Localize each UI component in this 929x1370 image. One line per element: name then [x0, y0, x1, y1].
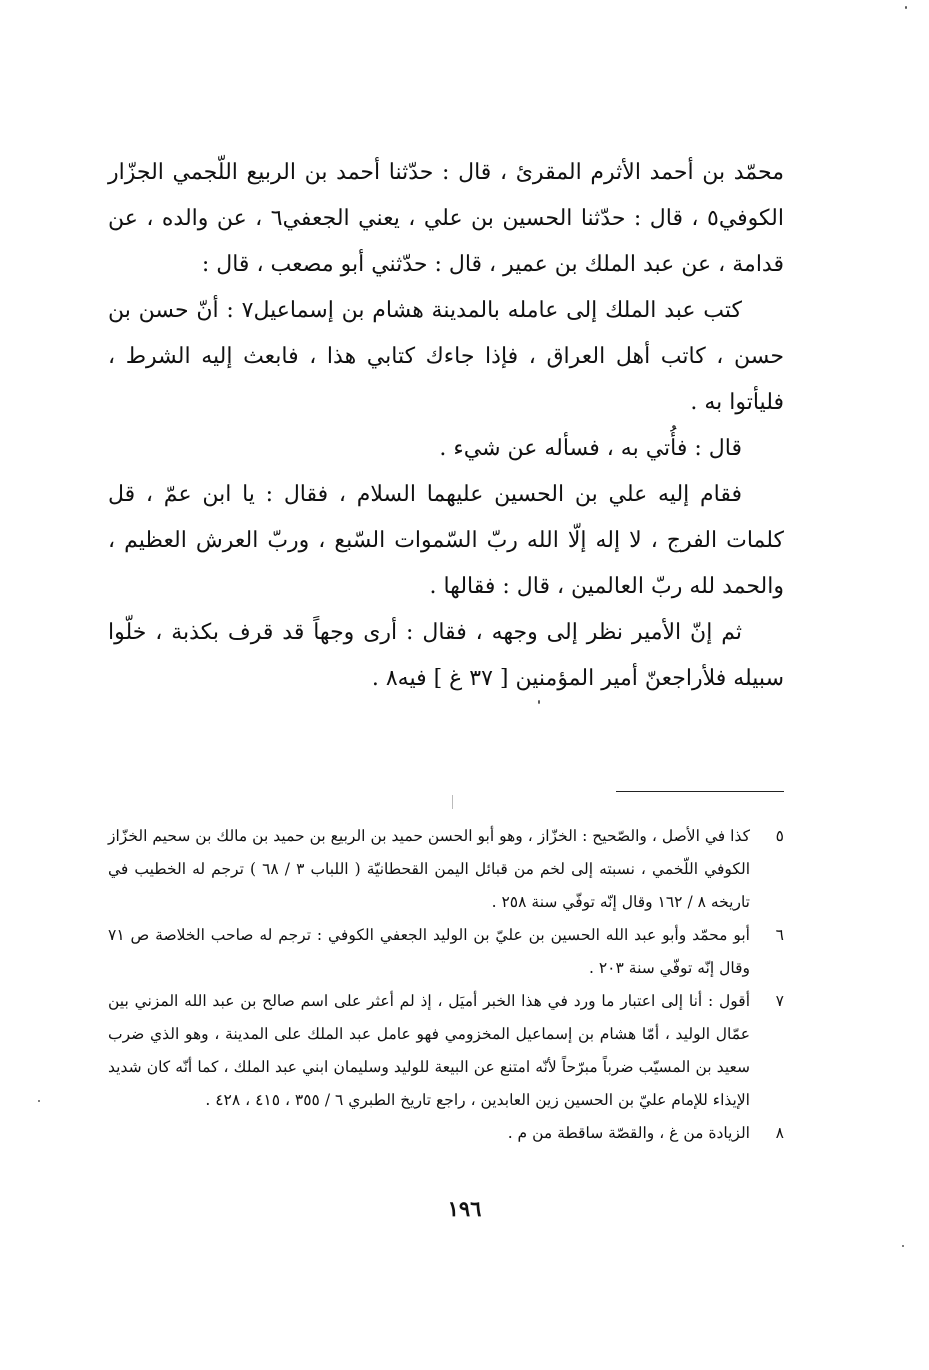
paragraph-supplication: فقام إليه علي بن الحسين عليهما السلام ، فقال : يا ابن عمّ ، قل كلمات الفرج ، لا إله إلّا الله ربّ السّموات السّبع ، وربّ العرش العظيم ، والحمد لله ربّ العالمين ، قال : فقالها . — [108, 482, 784, 599]
footnote-number: ٧ — [775, 992, 784, 1010]
main-text — [108, 150, 784, 702]
footnote-number: ٨ — [775, 1124, 784, 1142]
footnotes — [108, 820, 784, 1150]
paragraph-letter: كتب عبد الملك إلى عامله بالمدينة هشام بن إسماعيل٧ : أنّ حسن بن حسن ، كاتب أهل العراق ، فإذا جاءك كتابي هذا ، فابعث إليه الشرط ، فليأتوا به . — [108, 298, 784, 415]
paragraph-release: ثم إنّ الأمير نظر إلى وجهه ، فقال : أرى وجهاً قد قرف بكذبة ، خلّوا سبيله فلأراجعنّ أمير المؤمنين [ ٣٧ غ ] فيه٨ . — [108, 620, 784, 691]
paragraph-isnad: محمّد بن أحمد الأثرم المقرئ ، قال : حدّثنا أحمد بن الربيع اللّجمي الجزّار الكوفي٥ ، قال : حدّثنا الحسين بن علي ، يعني الجعفي٦ ، عن والده ، عن قدامة ، عن عبد الملك بن عمير ، قال : حدّثني أبو مصعب ، قال : — [108, 160, 784, 277]
footnote-text: أقول : أنا إلى اعتبار ما ورد في هذا الخبر أميَل ، إذ لم أعثر على اسم صالح بن عبد الله المزني بين عمّال الوليد ، أمّا هشام بن إسماعيل المخزومي فهو عامل عبد الملك على المدينة ، وهو الذي ضرب سعيد بن المسيّب ضرباً مبرّحاً لأنّه امتنع عن البيعة للوليد وسليمان ابني عبد الملك ، كما أنّه كان شديد الإيذاء للإمام عليّ بن الحسين زين العابدين ، راجع تاريخ الطبري ٦ / ٣٥٥ ، ٤١٥ ، ٤٢٨ . — [108, 992, 750, 1109]
footnote — [108, 985, 784, 1117]
footnote-number: ٦ — [775, 926, 784, 944]
paragraph-brought: قال : فأُتي به ، فسأله عن شيء . — [439, 436, 742, 461]
footnote-number: ٥ — [775, 827, 784, 845]
scan-speck — [902, 1245, 904, 1247]
footnote — [108, 919, 784, 985]
scan-speck — [538, 700, 540, 704]
footnote — [108, 820, 784, 919]
scan-speck — [452, 795, 453, 809]
footnote — [108, 1117, 784, 1150]
footnote-text: الزيادة من غ ، والقصّة ساقطة من م . — [507, 1124, 750, 1142]
footnote-separator — [616, 791, 784, 792]
footnote-text: كذا في الأصل ، والصّحيح : الخزّاز ، وهو أبو الحسن حميد بن الربيع بن حميد بن مالك بن سحيم الخزّاز الكوفي اللّخمي ، نسبته إلى لخم من قبائل اليمن القحطانيّة ( اللباب ٣ / ٦٨ ) ترجم له الخطيب في تاريخه ٨ / ١٦٢ وقال إنّه توفّي سنة ٢٥٨ . — [108, 827, 750, 911]
scan-speck — [905, 6, 907, 9]
page-number: ١٩٦ — [447, 1196, 482, 1221]
scan-speck — [38, 1100, 40, 1102]
footnote-text: أبو محمّد وأبو عبد الله الحسين بن عليّ بن الوليد الجعفي الكوفي : ترجم له صاحب الخلاصة ص ٧١ وقال إنّه توفّي سنة ٢٠٣ . — [108, 926, 750, 977]
